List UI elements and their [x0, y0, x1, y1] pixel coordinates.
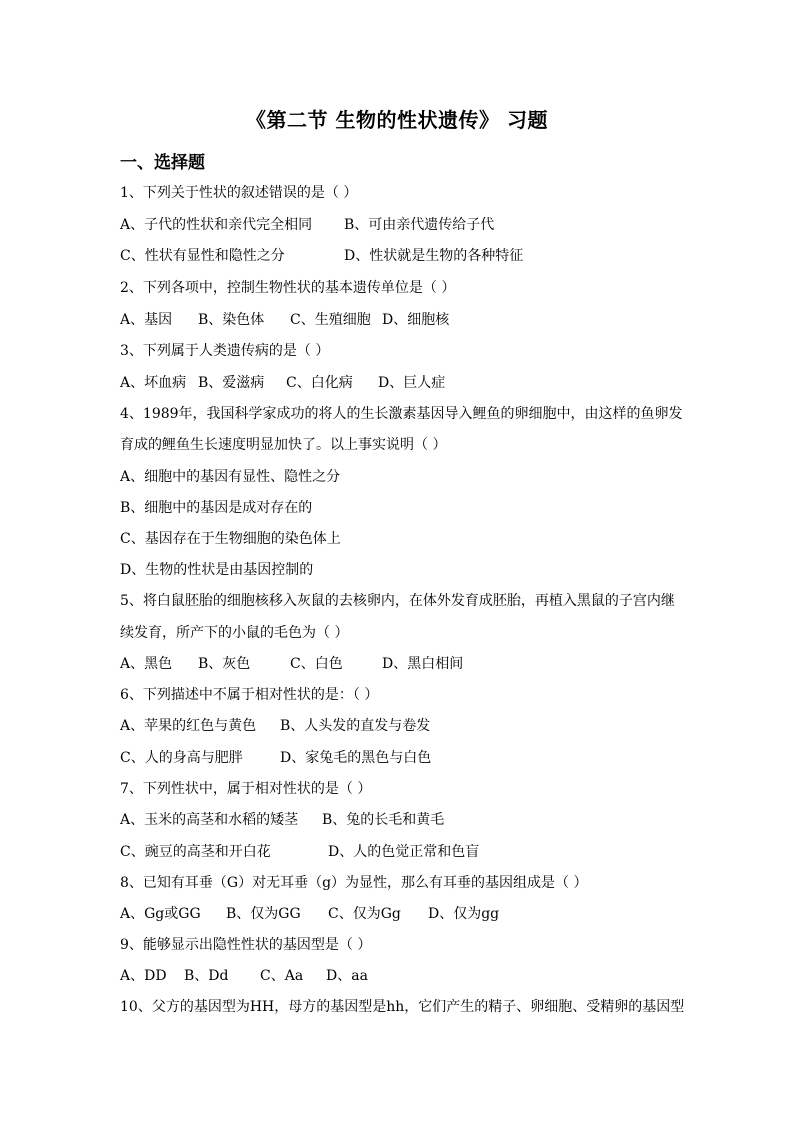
answer-option: A、黑色 — [120, 656, 173, 672]
question-stem: 4、1989年，我国科学家成功的将人的生长激素基因导入鲤鱼的卵细胞中，由这样的鱼卵发 — [120, 406, 683, 422]
question-stem: 续发育，所产下的小鼠的毛色为（ ） — [120, 625, 349, 641]
answer-option: A、基因 — [120, 312, 173, 328]
answer-option: C、人的身高与肥胖 — [120, 750, 243, 766]
question-stem: 育成的鲤鱼生长速度明显加快了。以上事实说明（ ） — [120, 437, 447, 453]
answer-option: D、黑白相间 — [382, 656, 464, 672]
answer-option: A、细胞中的基因有显性、隐性之分 — [120, 469, 341, 485]
answer-option: A、DD — [120, 968, 167, 984]
answer-option: C、白色 — [290, 656, 343, 672]
question-stem: 3、下列属于人类遗传病的是（ ） — [120, 343, 330, 359]
answer-option: C、Aa — [260, 968, 304, 984]
question-stem: 2、下列各项中，控制生物性状的基本遗传单位是（ ） — [120, 280, 456, 296]
answer-option: B、Dd — [184, 968, 229, 984]
answer-option: D、仅为gg — [428, 906, 500, 922]
answer-option: D、细胞核 — [382, 312, 450, 328]
answer-option: B、仅为GG — [226, 906, 301, 922]
answer-option: B、灰色 — [198, 656, 251, 672]
answer-option: B、人头发的直发与卷发 — [280, 718, 431, 734]
answer-option: D、人的色觉正常和色盲 — [328, 844, 480, 860]
page-title: 《第二节 生物的性状遗传》 习题 — [246, 108, 548, 132]
answer-option: C、仅为Gg — [328, 906, 401, 922]
answer-option: A、坏血病 — [120, 375, 187, 391]
answer-option: D、生物的性状是由基因控制的 — [120, 562, 314, 578]
answer-option: B、细胞中的基因是成对存在的 — [120, 500, 313, 516]
answer-option: A、苹果的红色与黄色 — [120, 718, 257, 734]
answer-option: B、爱滋病 — [198, 375, 265, 391]
question-stem: 8、已知有耳垂（G）对无耳垂（g）为显性，那么有耳垂的基因组成是（ ） — [120, 875, 588, 891]
answer-option: D、性状就是生物的各种特征 — [344, 248, 524, 264]
question-stem: 7、下列性状中，属于相对性状的是（ ） — [120, 781, 372, 797]
answer-option: A、子代的性状和亲代完全相同 — [120, 217, 313, 233]
question-stem: 9、能够显示出隐性性状的基因型是（ ） — [120, 937, 372, 953]
answer-option: C、白化病 — [286, 375, 353, 391]
answer-option: B、可由亲代遗传给子代 — [344, 217, 495, 233]
answer-option: B、兔的长毛和黄毛 — [322, 812, 445, 828]
answer-option: C、生殖细胞 — [290, 312, 371, 328]
answer-option: D、家兔毛的黑色与白色 — [280, 750, 432, 766]
section-heading: 一、选择题 — [120, 153, 205, 173]
answer-option: C、豌豆的高茎和开白花 — [120, 844, 271, 860]
answer-option: D、巨人症 — [378, 375, 446, 391]
answer-option: D、aa — [326, 968, 368, 984]
question-stem: 5、将白鼠胚胎的细胞核移入灰鼠的去核卵内，在体外发育成胚胎，再植入黑鼠的子宫内继 — [120, 593, 675, 609]
question-stem: 6、下列描述中不属于相对性状的是：（ ） — [120, 687, 379, 703]
answer-option: A、玉米的高茎和水稻的矮茎 — [120, 812, 299, 828]
answer-option: B、染色体 — [198, 312, 265, 328]
answer-option: C、性状有显性和隐性之分 — [120, 248, 285, 264]
answer-option: A、Gg或GG — [120, 906, 201, 922]
answer-option: C、基因存在于生物细胞的染色体上 — [120, 531, 341, 547]
question-stem: 1、下列关于性状的叙述错误的是（ ） — [120, 185, 358, 201]
question-stem: 10、父方的基因型为HH，母方的基因型是hh，它们产生的精子、卵细胞、受精卵的基因型 — [120, 999, 685, 1015]
